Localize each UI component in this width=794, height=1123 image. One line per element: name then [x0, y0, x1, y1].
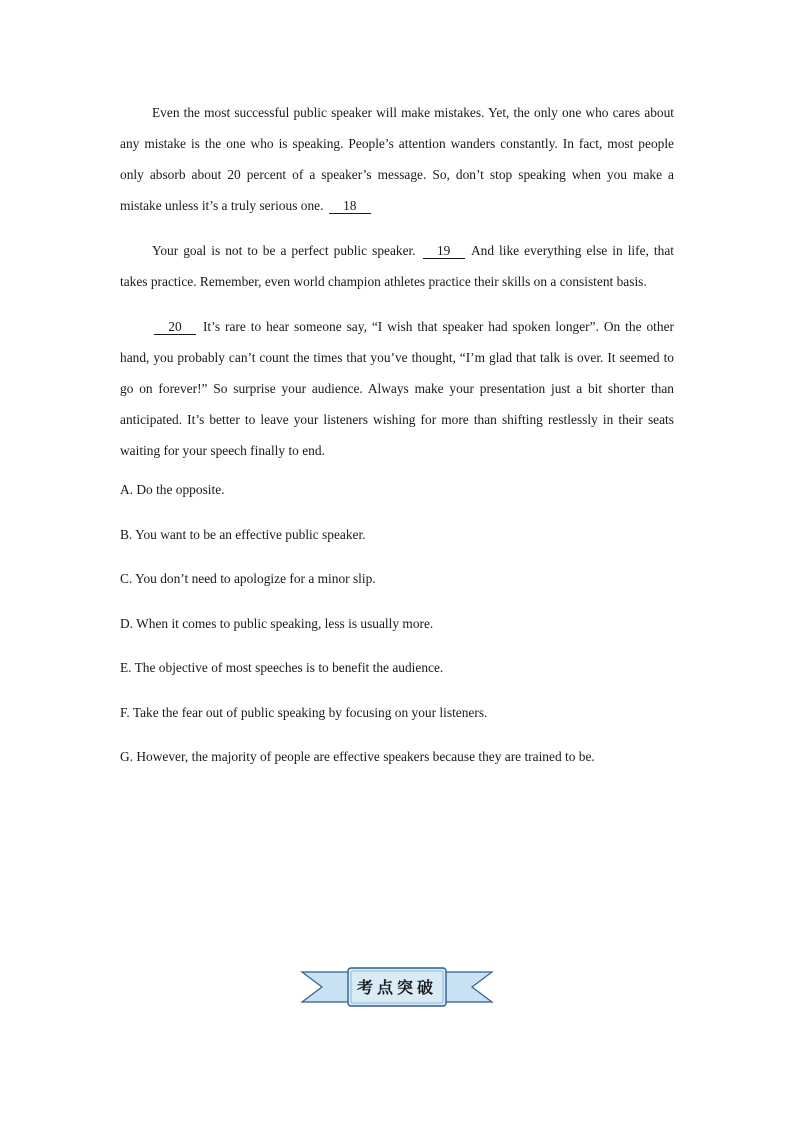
- paragraph-2: [120, 235, 674, 297]
- paragraph-3-text-after: It’s rare to hear someone say, “I wish that speaker had spoken longer”. On the other hand, you probably can’t count the times that you’ve thought, “I’m glad that talk is over. It seemed to go on forever!” So surprise your audience. Always make your presentation just a bit shorter than anticipated. It’s better to leave your listeners wishing for more than shifting restlessly in their seats waiting for your speech finally to end.: [120, 319, 674, 458]
- option-e: E. The objective of most speeches is to benefit the audience.: [120, 660, 444, 675]
- option-f: F. Take the fear out of public speaking by focusing on your listeners.: [120, 704, 488, 720]
- paragraph-2-text-after: And like everything else in life, that takes practice. Remember, even world champion athletes practice their skills on a consistent basis.: [120, 243, 675, 289]
- banner-left-tail: [302, 972, 352, 1002]
- blank-20: 20: [154, 319, 196, 335]
- section-banner: [300, 966, 494, 1008]
- option-d: D. When it comes to public speaking, less is usually more.: [120, 615, 434, 631]
- banner-title: 考点突破: [356, 978, 438, 997]
- paragraph-1: [120, 97, 674, 221]
- option-c: C. You don’t need to apologize for a minor slip.: [120, 571, 376, 586]
- option-b: B. You want to be an effective public speaker.: [120, 526, 366, 542]
- blank-19: 19: [423, 243, 465, 259]
- banner-ribbon-graphic: [300, 966, 494, 1008]
- paragraph-1-text-before: Even the most successful public speaker will make mistakes. Yet, the only one who cares about any mistake is the one who is speaking. People’s attention wanders constantly. In fact, most people only absorb about 20 percent of a speaker’s message. So, don’t stop speaking when you make a mistake unless it’s a truly serious one.: [120, 105, 674, 213]
- paragraph-3: [120, 311, 674, 466]
- passage: [120, 97, 674, 792]
- options-list: [120, 480, 674, 792]
- paragraph-2-text-before: Your goal is not to be a perfect public speaker.: [152, 243, 416, 258]
- blank-18: 18: [329, 198, 371, 214]
- option-a: A. Do the opposite.: [120, 482, 225, 497]
- banner-right-tail: [442, 972, 492, 1002]
- option-g: G. However, the majority of people are effective speakers because they are trained to be.: [120, 749, 595, 764]
